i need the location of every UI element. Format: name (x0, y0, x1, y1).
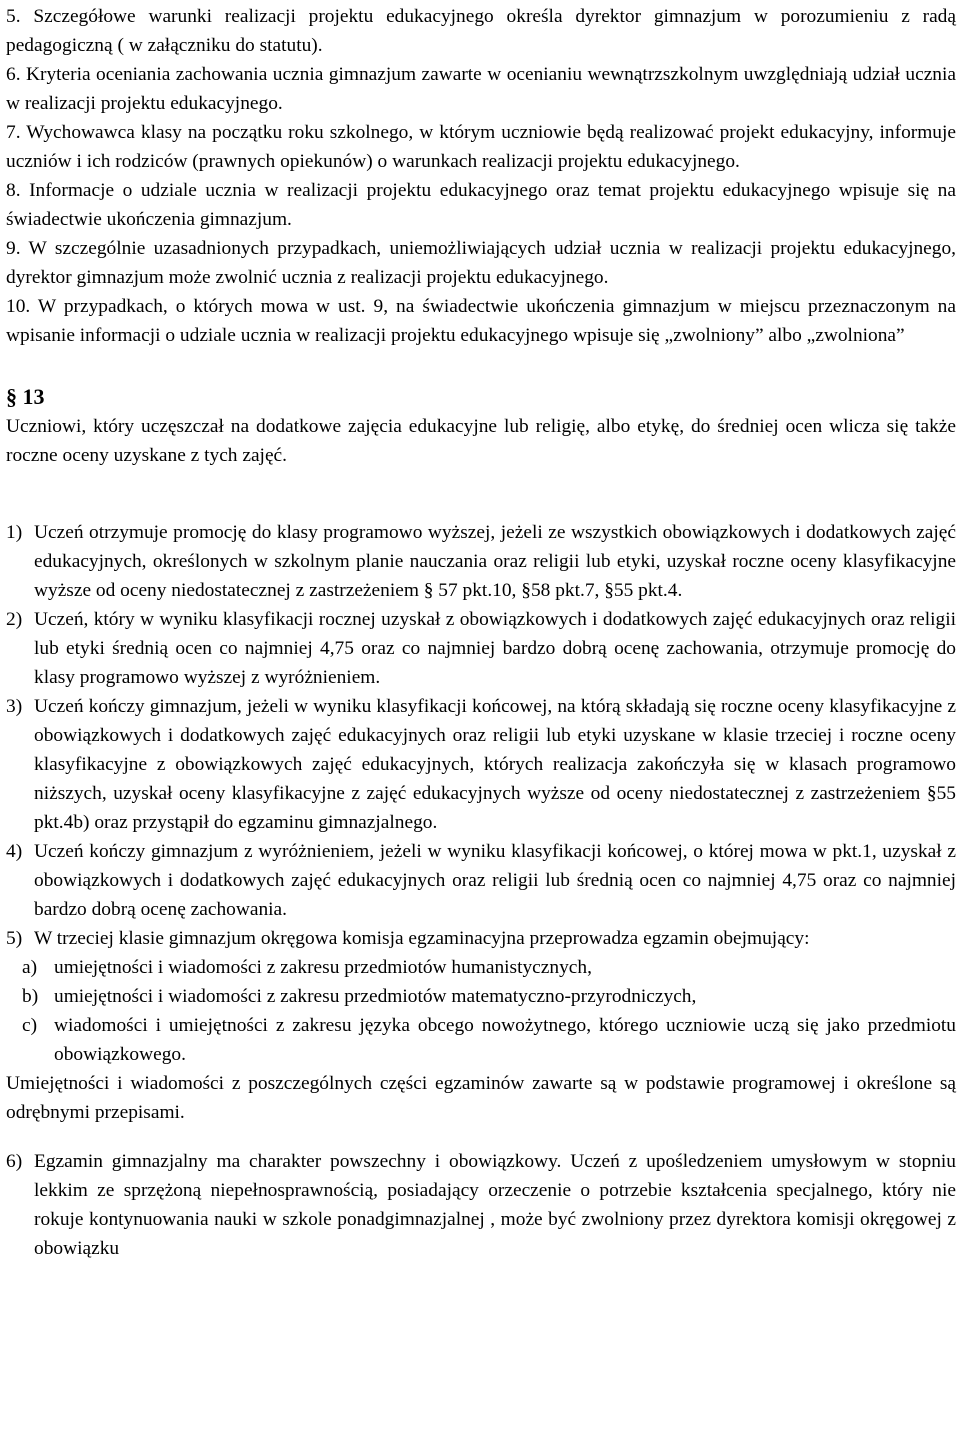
paragraph-6: 6. Kryteria oceniania zachowania ucznia gimnazjum zawarte w ocenianiu wewnątrzszkolnym uwzględniają udział ucznia w realizacji projektu edukacyjnego. (6, 64, 956, 114)
sub-item-b (6, 982, 956, 1011)
list-item-3 (6, 692, 956, 837)
sub-item-text: umiejętności i wiadomości z zakresu przedmiotów matematyczno-przyrodniczych, (54, 986, 697, 1007)
list-item-text: Uczeń otrzymuje promocję do klasy programowo wyższej, jeżeli ze wszystkich obowiązkowych i dodatkowych zajęć edukacyjnych, określonych w szkolnym planie nauczania oraz religii lub etyki, uzyskał roczne oceny klasyfikacyjne wyższe od oceny niedostatecznej z zastrzeżeniem § 57 pkt.10, §58 pkt.7, §55 pkt.4. (34, 522, 956, 601)
list-item-2 (6, 605, 956, 692)
section-heading: § 13 (6, 384, 45, 409)
closing-paragraph: Umiejętności i wiadomości z poszczególnych części egzaminów zawarte są w podstawie programowej i określone są odrębnymi przepisami. (6, 1073, 956, 1123)
list-item-number: 5) (6, 928, 23, 949)
list-item-number: 2) (6, 609, 23, 630)
sub-item-c (6, 1011, 956, 1069)
paragraph-10: 10. W przypadkach, o których mowa w ust. 9, na świadectwie ukończenia gimnazjum w miejscu przeznaczonym na wpisanie informacji o udziale ucznia w realizacji projektu edukacyjnego wpisuje się „zwolniony” albo „zwolniona” (6, 296, 956, 346)
sub-item-text: umiejętności i wiadomości z zakresu przedmiotów humanistycznych, (54, 957, 592, 978)
section-intro: Uczniowi, który uczęszczał na dodatkowe zajęcia edukacyjne lub religię, albo etykę, do średniej ocen wlicza się także roczne oceny uzyskane z tych zajęć. (6, 416, 956, 466)
list-item-6 (6, 1147, 956, 1263)
list-item-text: Egzamin gimnazjalny ma charakter powszechny i obowiązkowy. Uczeń z upośledzeniem umysłowym w stopniu lekkim ze sprzężoną niepełnosprawnością, posiadający orzeczenie o potrzebie kształcenia specjalnego, który nie rokuje kontynuowania nauki w szkole ponadgimnazjalnej , może być zwolniony przez dyrektora komisji okręgowej z obowiązku (34, 1151, 956, 1259)
list-item-number: 3) (6, 696, 23, 717)
list-item-number: 1) (6, 522, 23, 543)
list-item-text: W trzeciej klasie gimnazjum okręgowa komisja egzaminacyjna przeprowadza egzamin obejmujący: (34, 928, 810, 949)
sub-item-text: wiadomości i umiejętności z zakresu języka obcego nowożytnego, którego uczniowie uczą się jako przedmiotu obowiązkowego. (54, 1015, 956, 1065)
list-item-1 (6, 518, 956, 605)
paragraph-9: 9. W szczególnie uzasadnionych przypadkach, uniemożliwiających udział ucznia w realizacji projektu edukacyjnego, dyrektor gimnazjum może zwolnić ucznia z realizacji projektu edukacyjnego. (6, 238, 956, 288)
numbered-list (6, 518, 956, 1069)
list-item-number: 6) (6, 1151, 23, 1172)
list-item-5 (6, 924, 956, 953)
list-item-text: Uczeń kończy gimnazjum z wyróżnieniem, jeżeli w wyniku klasyfikacji końcowej, o której mowa w pkt.1, uzyskał z obowiązkowych i dodatkowych zajęć edukacyjnych oraz religii lub średnią ocen co najmniej 4,75 oraz co najmniej bardzo dobrą ocenę zachowania. (34, 841, 956, 920)
paragraph-8: 8. Informacje o udziale ucznia w realizacji projektu edukacyjnego oraz temat projektu edukacyjnego wpisuje się na świadectwie ukończenia gimnazjum. (6, 180, 956, 230)
paragraph-7: 7. Wychowawca klasy na początku roku szkolnego, w którym uczniowie będą realizować projekt edukacyjny, informuje uczniów i ich rodziców (prawnych opiekunów) o warunkach realizacji projektu edukacyjnego. (6, 122, 956, 172)
list-item-number: 4) (6, 841, 23, 862)
list-item-4 (6, 837, 956, 924)
list-item-text: Uczeń, który w wyniku klasyfikacji rocznej uzyskał z obowiązkowych i dodatkowych zajęć edukacyjnych oraz religii lub etyki średnią ocen co najmniej 4,75 oraz co najmniej bardzo dobrą ocenę zachowania, otrzymuje promocję do klasy programowo wyższej z wyróżnieniem. (34, 609, 956, 688)
paragraph-5: 5. Szczegółowe warunki realizacji projektu edukacyjnego określa dyrektor gimnazjum w porozumieniu z radą pedagogiczną ( w załączniku do statutu). (6, 6, 956, 56)
sub-item-letter: a) (22, 957, 38, 978)
sub-item-letter: c) (22, 1015, 38, 1036)
sub-item-a (6, 953, 956, 982)
sub-item-letter: b) (22, 986, 39, 1007)
list-item-text: Uczeń kończy gimnazjum, jeżeli w wyniku klasyfikacji końcowej, na którą składają się roczne oceny klasyfikacyjne z obowiązkowych i dodatkowych zajęć edukacyjnych oraz religii lub etyki uzyskane w klasie trzeciej i roczne oceny klasyfikacyjne z obowiązkowych zajęć edukacyjnych, których realizacja zakończyła się w klasach programowo niższych, uzyskał oceny klasyfikacyjne z zajęć edukacyjnych wyższe od oceny niedostatecznej z zastrzeżeniem §55 pkt.4b) oraz przystąpił do egzaminu gimnazjalnego. (34, 696, 956, 833)
